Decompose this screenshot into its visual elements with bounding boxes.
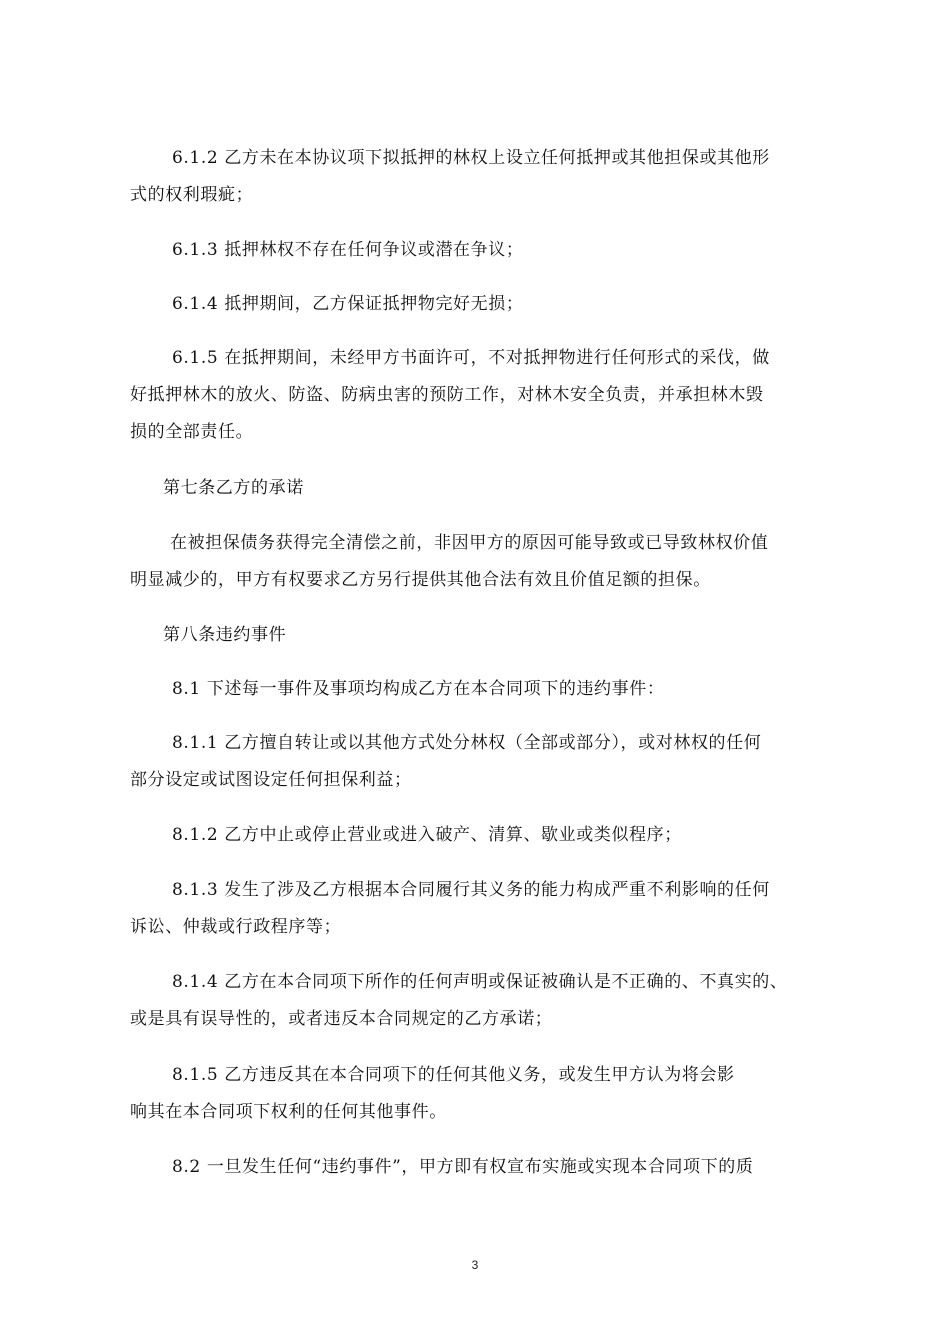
- clause-6-1-5-line-2: 好抵押林木的放火、防盗、防病虫害的预防工作，对林木安全负责，并承担林木毁: [130, 385, 764, 405]
- clause-8-2-line-1: 8.2 一旦发生任何“违约事件”，甲方即有权宣布实施或实现本合同项下的质: [172, 1157, 754, 1177]
- clause-8-1-2: 8.1.2 乙方中止或停止营业或进入破产、清算、歇业或类似程序；: [172, 825, 682, 845]
- article-8-heading: 第八条违约事件: [163, 625, 287, 645]
- clause-6-1-5-line-1: 6.1.5 在抵押期间，未经甲方书面许可，不对抵押物进行任何形式的采伐，做: [172, 348, 770, 368]
- article-7-text-line-1: 在被担保债务获得完全清偿之前，非因甲方的原因可能导致或已导致林权价值: [170, 533, 769, 553]
- clause-6-1-2-line-1: 6.1.2 乙方未在本协议项下拟抵押的林权上设立任何抵押或其他担保或其他形: [172, 148, 770, 168]
- clause-8-1-3-line-2: 诉讼、仲裁或行政程序等；: [130, 917, 342, 937]
- clause-6-1-2-line-2: 式的权利瑕疵；: [130, 185, 254, 205]
- clause-6-1-4: 6.1.4 抵押期间，乙方保证抵押物完好无损；: [172, 294, 524, 314]
- clause-8-1-1-line-2: 部分设定或试图设定任何担保利益；: [130, 770, 412, 790]
- clause-8-1: 8.1 下述每一事件及事项均构成乙方在本合同项下的违约事件：: [172, 679, 665, 699]
- clause-6-1-5-line-3: 损的全部责任。: [130, 422, 254, 442]
- clause-8-1-1-line-1: 8.1.1 乙方擅自转让或以其他方式处分林权（全部或部分），或对林权的任何: [172, 733, 762, 753]
- clause-8-1-3-line-1: 8.1.3 发生了涉及乙方根据本合同履行其义务的能力构成严重不利影响的任何: [172, 880, 770, 900]
- clause-6-1-3: 6.1.3 抵押林权不存在任何争议或潜在争议；: [172, 240, 524, 260]
- clause-8-1-4-line-1: 8.1.4 乙方在本合同项下所作的任何声明或保证被确认是不正确的、不真实的、: [172, 972, 788, 992]
- clause-8-1-5-line-1: 8.1.5 乙方违反其在本合同项下的任何其他义务，或发生甲方认为将会影: [172, 1065, 735, 1085]
- article-7-text-line-2: 明显减少的，甲方有权要求乙方另行提供其他合法有效且价值足额的担保。: [130, 570, 711, 590]
- clause-8-1-4-line-2: 或是具有误导性的，或者违反本合同规定的乙方承诺；: [130, 1009, 553, 1029]
- page-number: 3: [471, 1258, 479, 1272]
- clause-8-1-5-line-2: 响其在本合同项下权利的任何其他事件。: [130, 1102, 447, 1122]
- article-7-heading: 第七条乙方的承诺: [163, 478, 304, 498]
